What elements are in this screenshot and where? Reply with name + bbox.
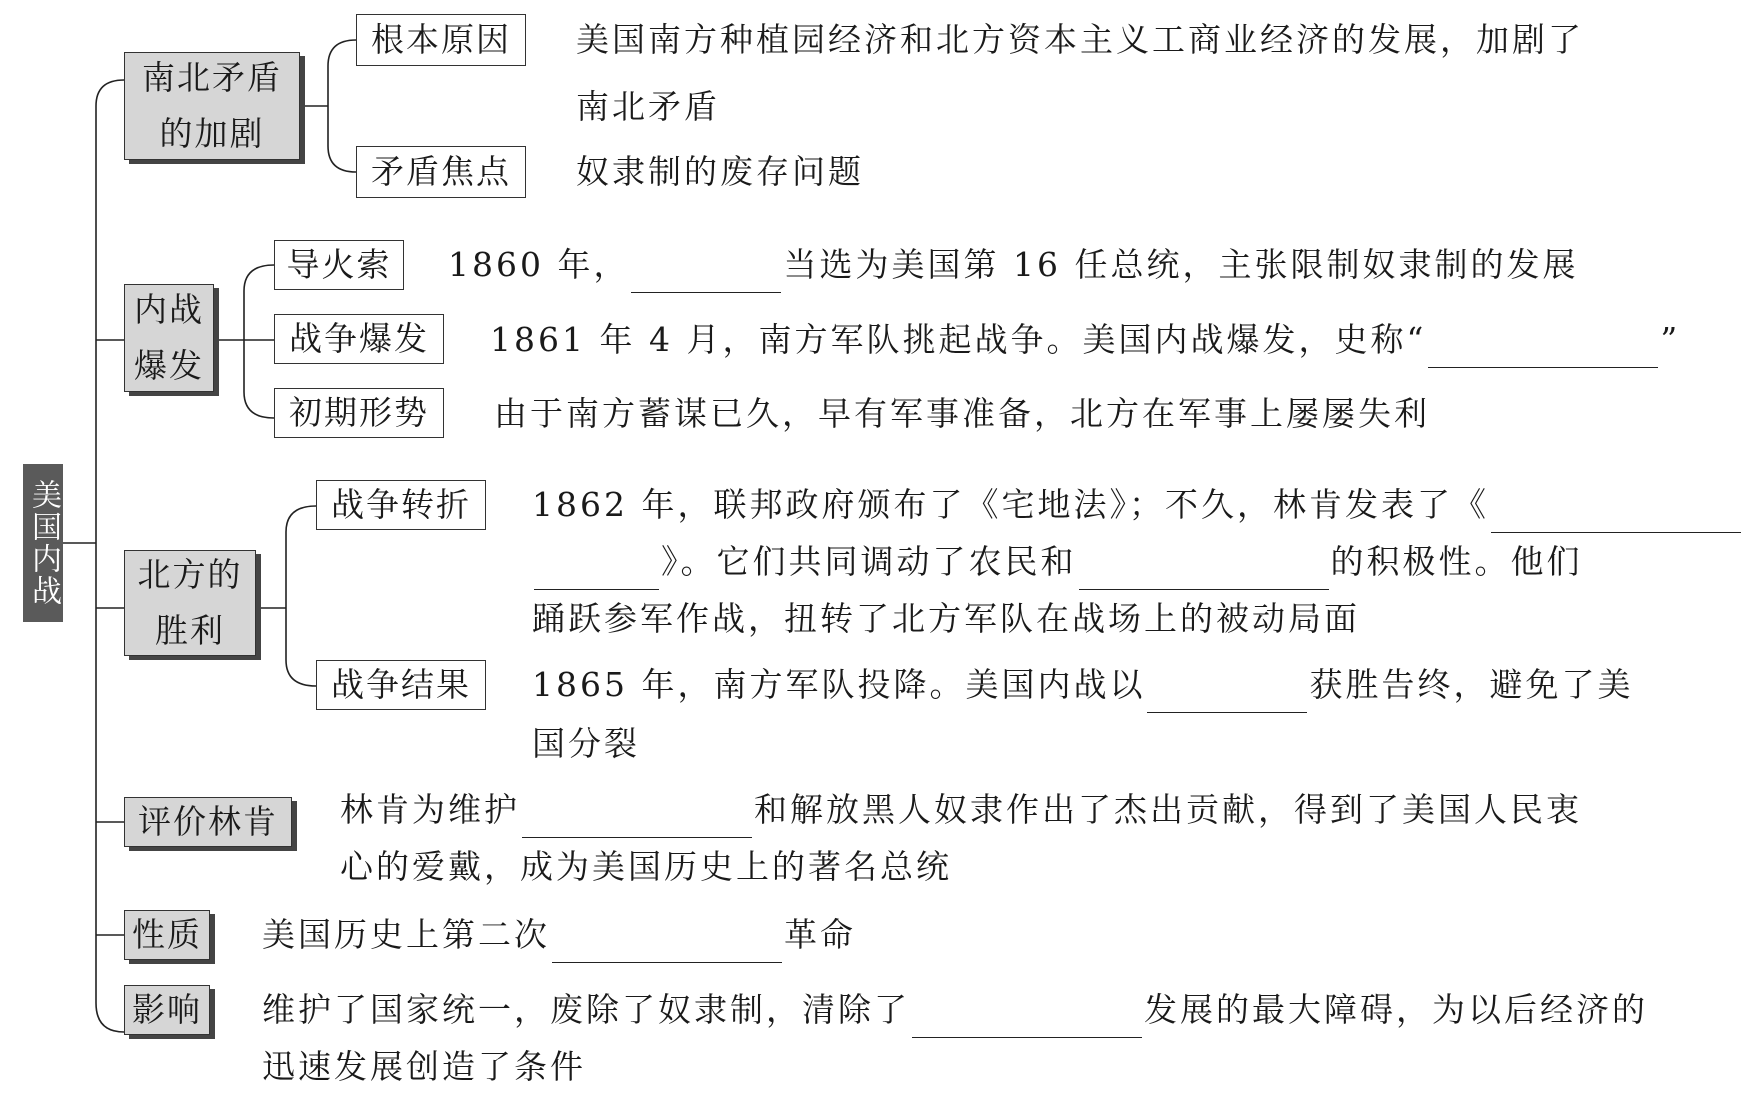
text-line (532, 656, 1633, 713)
blank-field[interactable] (522, 793, 752, 838)
blank-field[interactable] (1491, 488, 1741, 533)
nature-text (262, 906, 856, 963)
node-fuse (274, 240, 404, 290)
text-line: 国分裂 (532, 724, 640, 763)
text-segment: 林肯为维护 (340, 790, 520, 829)
node-label: 初期形势 (289, 392, 429, 432)
influence-text (262, 981, 1648, 1095)
turning-point-text (532, 476, 1743, 647)
node-turning-point (316, 480, 486, 530)
node-label: 战争爆发 (289, 318, 429, 358)
node-evaluate-lincoln (124, 797, 292, 847)
text-segment: 的积极性。他们 (1330, 542, 1583, 581)
text-line: 迅速发展创造了条件 (262, 1047, 586, 1086)
text-segment: 革命 (784, 915, 856, 954)
text-before: 1860 年， (448, 245, 630, 284)
node-initial-situation (274, 388, 444, 438)
text-segment: 》。它们共同调动了农民和 (661, 542, 1077, 581)
blank-field[interactable] (631, 248, 781, 293)
node-label: 根本原因 (371, 19, 511, 59)
blank-field[interactable] (552, 918, 782, 963)
node-label: 评价林肯 (138, 801, 278, 841)
evaluate-lincoln-text (340, 781, 1582, 895)
s1-fork (328, 40, 356, 172)
node-label: 战争转折 (331, 484, 471, 524)
trunk-line (96, 80, 124, 1032)
node-conflict-focus (356, 146, 526, 198)
blank-field[interactable] (534, 545, 659, 590)
text-segment: 1865 年，南方军队投降。美国内战以 (532, 665, 1146, 704)
text-segment: 1862 年，联邦政府颁布了《宅地法》；不久，林肯发表了《 (532, 485, 1489, 524)
node-war-outbreak (124, 284, 214, 392)
fuse-text (448, 236, 1578, 293)
node-label: 南北矛盾的加剧 (142, 57, 282, 153)
text-line: 心的爱戴，成为美国历史上的著名总统 (340, 847, 952, 886)
node-nature (124, 910, 210, 960)
node-north-victory (124, 550, 256, 656)
root-node: 美国内战 (23, 464, 63, 622)
node-label: 性质 (132, 914, 202, 954)
s2-fork (244, 265, 274, 418)
text-before: 1861 年 4 月，南方军队挑起战争。美国内战爆发，史称“ (490, 320, 1427, 359)
text-line: 踊跃参军作战，扭转了北方军队在战场上的被动局面 (532, 599, 1360, 638)
war-result-text (532, 656, 1633, 772)
blank-field[interactable] (1428, 323, 1658, 368)
text-after: ” (1660, 320, 1681, 359)
blank-field[interactable] (1147, 668, 1307, 713)
node-war-breaks-out (274, 314, 444, 364)
node-label: 影响 (132, 989, 202, 1029)
text-line: 南北矛盾 (576, 87, 720, 126)
node-label: 战争结果 (331, 664, 471, 704)
node-label: 内战爆发 (134, 289, 204, 385)
node-label: 矛盾焦点 (371, 151, 511, 191)
text-line: 美国南方种植园经济和北方资本主义工商业经济的发展，加剧了 (576, 20, 1584, 59)
text-line (340, 781, 1582, 838)
node-fundamental-cause (356, 14, 526, 66)
text-line (532, 476, 1743, 533)
text-line (532, 533, 1743, 590)
blank-field[interactable] (912, 993, 1142, 1038)
text-segment: 发展的最大障碍，为以后经济的 (1144, 990, 1648, 1029)
text-segment: 和解放黑人奴隶作出了杰出贡献，得到了美国人民衷 (754, 790, 1582, 829)
text-line (262, 981, 1648, 1038)
node-war-result (316, 660, 486, 710)
text-segment: 获胜告终，避免了美 (1309, 665, 1634, 704)
node-label: 导火索 (286, 244, 392, 284)
blank-field[interactable] (1079, 545, 1329, 590)
text-after: 当选为美国第 16 任总统，主张限制奴隶制的发展 (783, 245, 1579, 284)
node-influence (124, 985, 210, 1035)
node-label: 北方的胜利 (137, 554, 243, 650)
s3-fork (286, 506, 316, 686)
fundamental-cause-text (576, 11, 1584, 135)
text-segment: 维护了国家统一，废除了奴隶制，清除了 (262, 990, 910, 1029)
conflict-focus-text: 奴隶制的废存问题 (576, 152, 864, 191)
initial-situation-text: 由于南方蓄谋已久，早有军事准备，北方在军事上屡屡失利 (494, 394, 1430, 433)
node-north-south-conflict (124, 52, 300, 160)
war-breaks-out-text (490, 311, 1680, 368)
text-segment: 美国历史上第二次 (262, 915, 550, 954)
